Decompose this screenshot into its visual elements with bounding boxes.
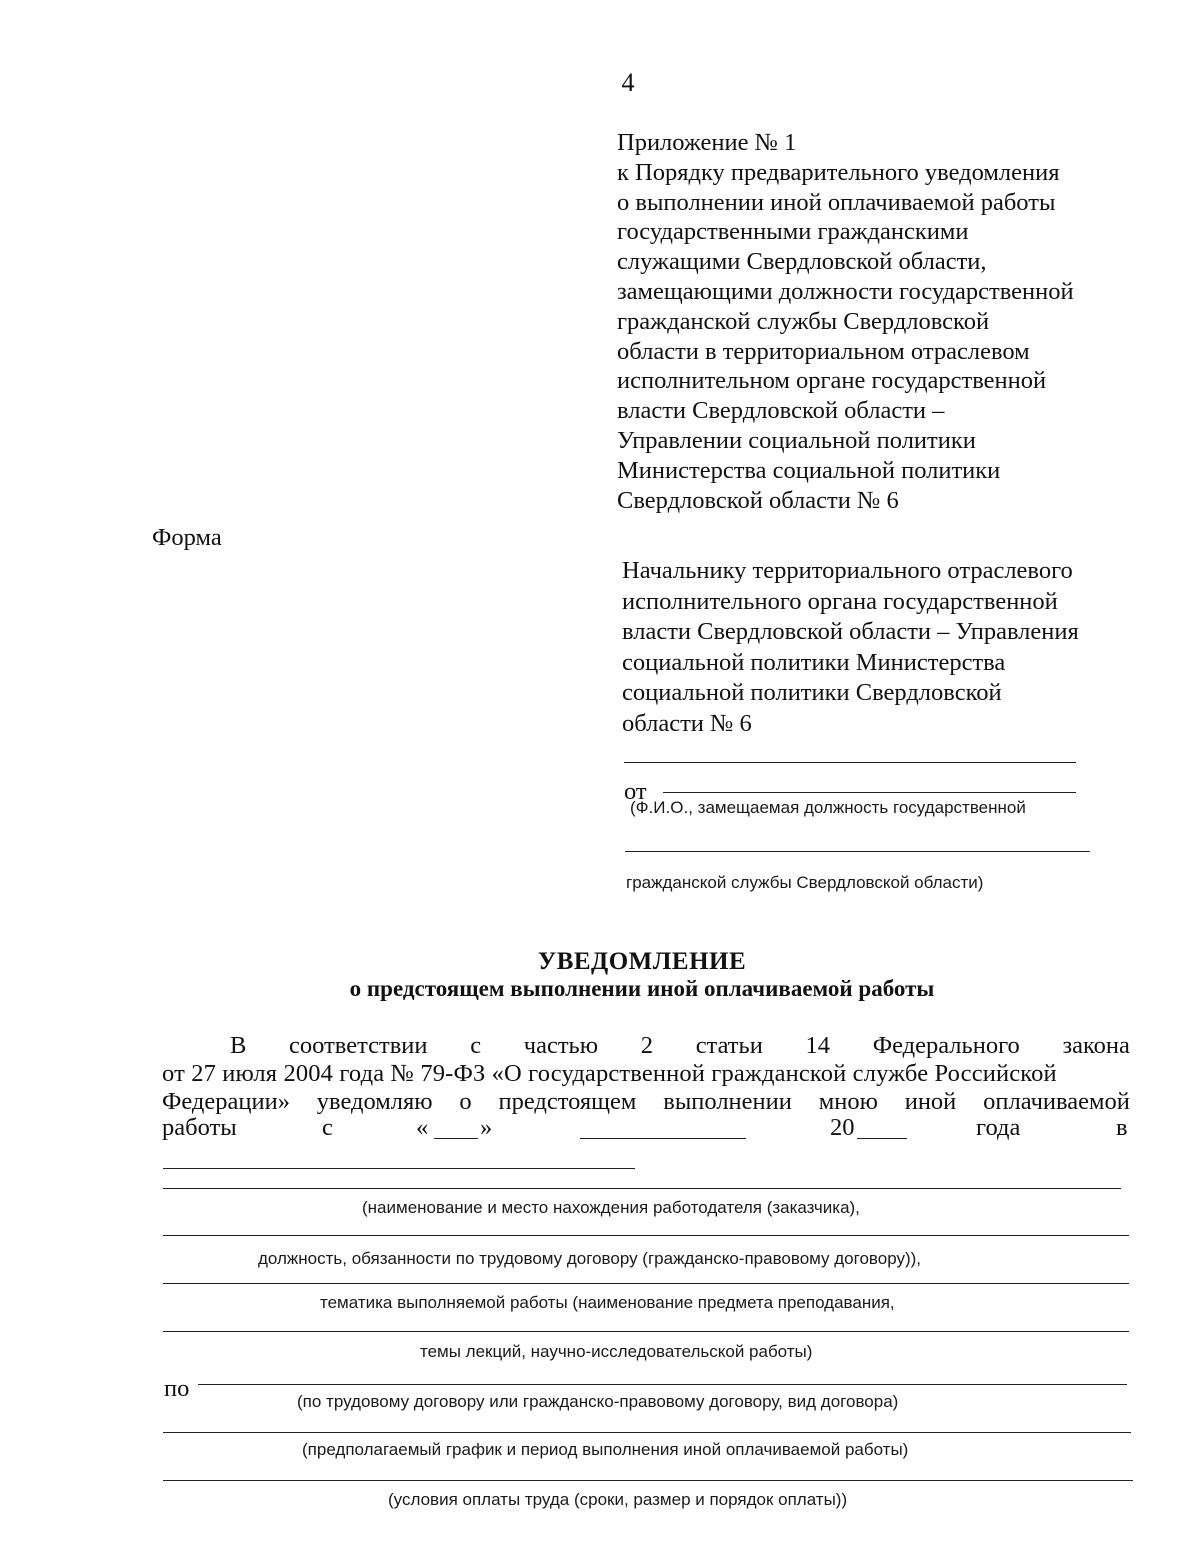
appendix-line: области в территориальном отраслевом <box>617 337 1030 365</box>
body-word: с <box>322 1114 333 1141</box>
body-word: закона <box>1062 1032 1130 1059</box>
addressee-line: социальной политики Министерства <box>622 648 1006 676</box>
appendix-header <box>617 128 1177 515</box>
body-word: выполнении <box>663 1088 792 1115</box>
from-label: от <box>624 778 647 805</box>
caption-payment: (условия оплаты труда (сроки, размер и порядок оплаты)) <box>388 1490 848 1509</box>
schedule-field[interactable] <box>163 1432 1131 1433</box>
body-word: предстоящем <box>498 1088 637 1115</box>
contract-type-field[interactable] <box>198 1384 1127 1385</box>
body-word: о <box>459 1088 472 1115</box>
body-word: оплачиваемой <box>983 1088 1130 1115</box>
appendix-line: служащими Свердловской области, <box>617 248 987 276</box>
employer-field-2[interactable] <box>163 1188 1121 1189</box>
body-line-2: от 27 июля 2004 года № 79-ФЗ «О государственной гражданской службе Российской <box>162 1060 1057 1087</box>
caption-employer: (наименование и место нахождения работодателя (заказчика), <box>362 1198 860 1217</box>
appendix-line: Приложение № 1 <box>617 129 797 156</box>
page-number: 4 <box>621 68 635 97</box>
body-word: уведомляю <box>316 1088 433 1115</box>
body-word: Федерации» <box>162 1088 290 1115</box>
body-word: соответствии <box>289 1032 428 1059</box>
body-word: года <box>976 1114 1021 1141</box>
quote-close: » <box>480 1114 493 1141</box>
appendix-line: гражданской службы Свердловской <box>617 307 990 335</box>
appendix-line: исполнительном органе государственной <box>617 367 1047 395</box>
body-word: Федерального <box>872 1032 1020 1059</box>
caption-position: должность, обязанности по трудовому договору (гражданско-правовому договору)), <box>258 1249 922 1268</box>
caption-topics: темы лекций, научно-исследовательской работы) <box>420 1342 813 1361</box>
work-subject-field[interactable] <box>163 1283 1129 1284</box>
appendix-line: Управлении социальной политики <box>617 426 976 454</box>
appendix-line: Министерства социальной политики <box>617 456 1001 484</box>
form-label: Форма <box>152 524 222 551</box>
appendix-line: замещающими должности государственной <box>617 277 1074 305</box>
body-word: В <box>230 1032 247 1059</box>
appendix-line: государственными гражданскими <box>617 218 969 246</box>
addressee-blank-line[interactable] <box>624 762 1076 763</box>
lecture-topics-field[interactable] <box>163 1331 1129 1332</box>
body-word: мною <box>818 1088 878 1115</box>
from-name-field[interactable] <box>663 792 1076 793</box>
body-word: иной <box>904 1088 957 1115</box>
appendix-line: к Порядку предварительного уведомления <box>617 158 1060 186</box>
addressee-line: области № 6 <box>622 709 752 737</box>
notice-title: УВЕДОМЛЕНИЕ <box>537 948 747 975</box>
caption-subject: тематика выполняемой работы (наименование предмета преподавания, <box>320 1293 895 1312</box>
body-word: 2 <box>640 1032 653 1059</box>
payment-terms-field[interactable] <box>163 1480 1133 1481</box>
position-field[interactable] <box>625 851 1090 852</box>
appendix-line: власти Свердловской области – <box>617 397 945 425</box>
addressee-line: исполнительного органа государственной <box>622 587 1058 615</box>
body-word: в <box>1116 1114 1128 1141</box>
caption-schedule: (предполагаемый график и период выполнения иной оплачиваемой работы) <box>302 1440 909 1459</box>
body-word: статьи <box>695 1032 763 1059</box>
from-caption-2: гражданской службы Свердловской области) <box>626 873 984 892</box>
body-line-3 <box>162 1088 1130 1116</box>
caption-contract: (по трудовому договору или гражданско-правовому договору, вид договора) <box>297 1392 899 1411</box>
appendix-line: Свердловской области № 6 <box>617 486 899 514</box>
addressee-line: Начальнику территориального отраслевого <box>622 557 1073 584</box>
addressee-line: социальной политики Свердловской <box>622 679 1002 706</box>
year-prefix: 20 <box>830 1114 855 1141</box>
body-word: работы <box>162 1114 237 1141</box>
body-word: 14 <box>805 1032 831 1059</box>
addressee-block <box>622 556 1182 739</box>
employer-field-1[interactable] <box>163 1168 635 1169</box>
po-label: по <box>164 1375 190 1402</box>
day-field[interactable] <box>434 1114 478 1139</box>
appendix-line: о выполнении иной оплачиваемой работы <box>617 188 1056 216</box>
quote-open: « <box>416 1114 429 1141</box>
from-caption-1: (Ф.И.О., замещаемая должность государственной <box>630 798 1026 817</box>
addressee-line: власти Свердловской области – Управления <box>622 618 1079 645</box>
body-line-1 <box>230 1032 1130 1060</box>
body-word: с <box>470 1032 482 1059</box>
body-word: частью <box>523 1032 599 1059</box>
position-duties-field[interactable] <box>163 1235 1129 1236</box>
year-field[interactable] <box>857 1114 907 1139</box>
notice-subtitle: о предстоящем выполнении иной оплачиваемой работы <box>349 976 935 1001</box>
month-field[interactable] <box>580 1114 746 1139</box>
